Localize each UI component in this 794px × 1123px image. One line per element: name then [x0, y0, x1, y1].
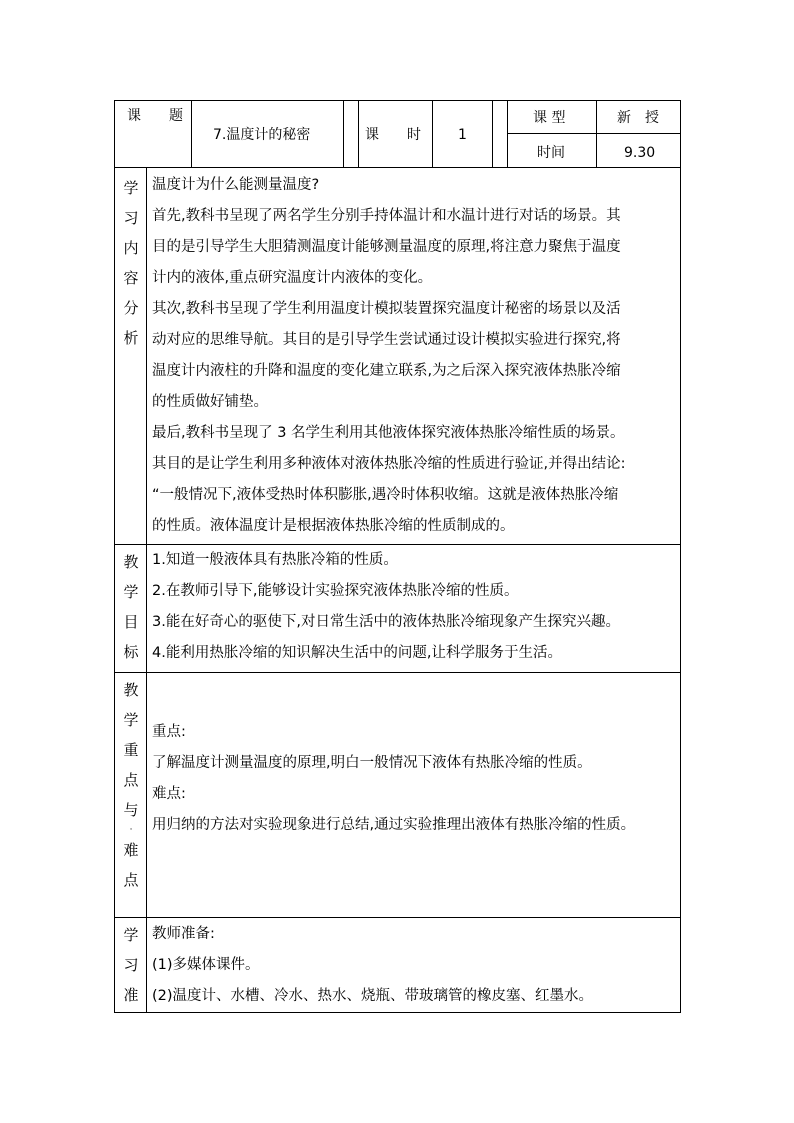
period-label: 课 时 [365, 127, 421, 143]
section-text-preparation: 教师准备: (1)多媒体课件。 (2)温度计、水槽、冷水、热水、烧瓶、带玻璃管的橡皮塞、红墨水。 [152, 926, 594, 1004]
section-text-analysis: 温度计为什么能测量温度? 首先,教科书呈现了两名学生分别手持体温计和水温计进行对话的场景。其 目的是引导学生大胆猜测温度计能够测量温度的原理,将注意力聚焦于温度 计内的液体,重点研究温度计内液体的变化。 其次,教科书呈现了学生利用温度计模拟装置探究温度计秘密的场景以及活 动对应的思维导航。其目的是引导学生尝试通过设计模拟实验进行探究,将 温度计内液柱的升降和温度的变化建立联系,为之后深入探究液体热胀冷缩 的性质做好铺垫。 最后,教科书呈现了 3 名学生利用其他液体探究液体热胀冷缩性质的场景。 其目的是让学生利用多种液体对液体热胀冷缩的性质进行验证,并得出结论: “一般情况下,液体受热时体积膨胀,遇冷时体积收缩。这就是液体热胀冷缩 的性质。液体温度计是根据液体热胀冷缩的性质制成的。 [152, 177, 626, 534]
section-label-analysis: 学 习 内 容 分 析 [123, 179, 139, 347]
content-table [114, 167, 681, 1013]
section-text-objectives: 1.知道一般液体具有热胀冷箱的性质。 2.在教师引导下,能够设计实验探究液体热胀冷缩的性质。 3.能在好奇心的驱使下,对日常生活中的液体热胀冷缩现象产生探究兴趣。 4.能利用热胀冷缩的知识解决生活中的问题,让科学服务于生活。 [152, 552, 620, 661]
period-value: 1 [458, 127, 467, 143]
time-label: 时间 [537, 145, 565, 161]
section-text-key-points: 重点: 了解温度计测量温度的原理,明白一般情况下液体有热胀冷缩的性质。 难点: 用归纳的方法对实验现象进行总结,通过实验推理出液体有热胀冷缩的性质。 [152, 724, 636, 833]
header-table [114, 100, 681, 168]
section-label-preparation: 学 习 准 [123, 926, 139, 1004]
type-label: 课 型 [533, 110, 566, 126]
section-label-key-points: 教 学 重 点 与 · 难 点 [123, 681, 139, 889]
section-label-objectives: 教 学 目 标 [123, 553, 139, 661]
topic-label: 课 题 [127, 108, 183, 124]
topic-value: 7.温度计的秘密 [213, 127, 311, 143]
type-value: 新 授 [617, 110, 659, 126]
time-value: 9.30 [624, 145, 656, 161]
